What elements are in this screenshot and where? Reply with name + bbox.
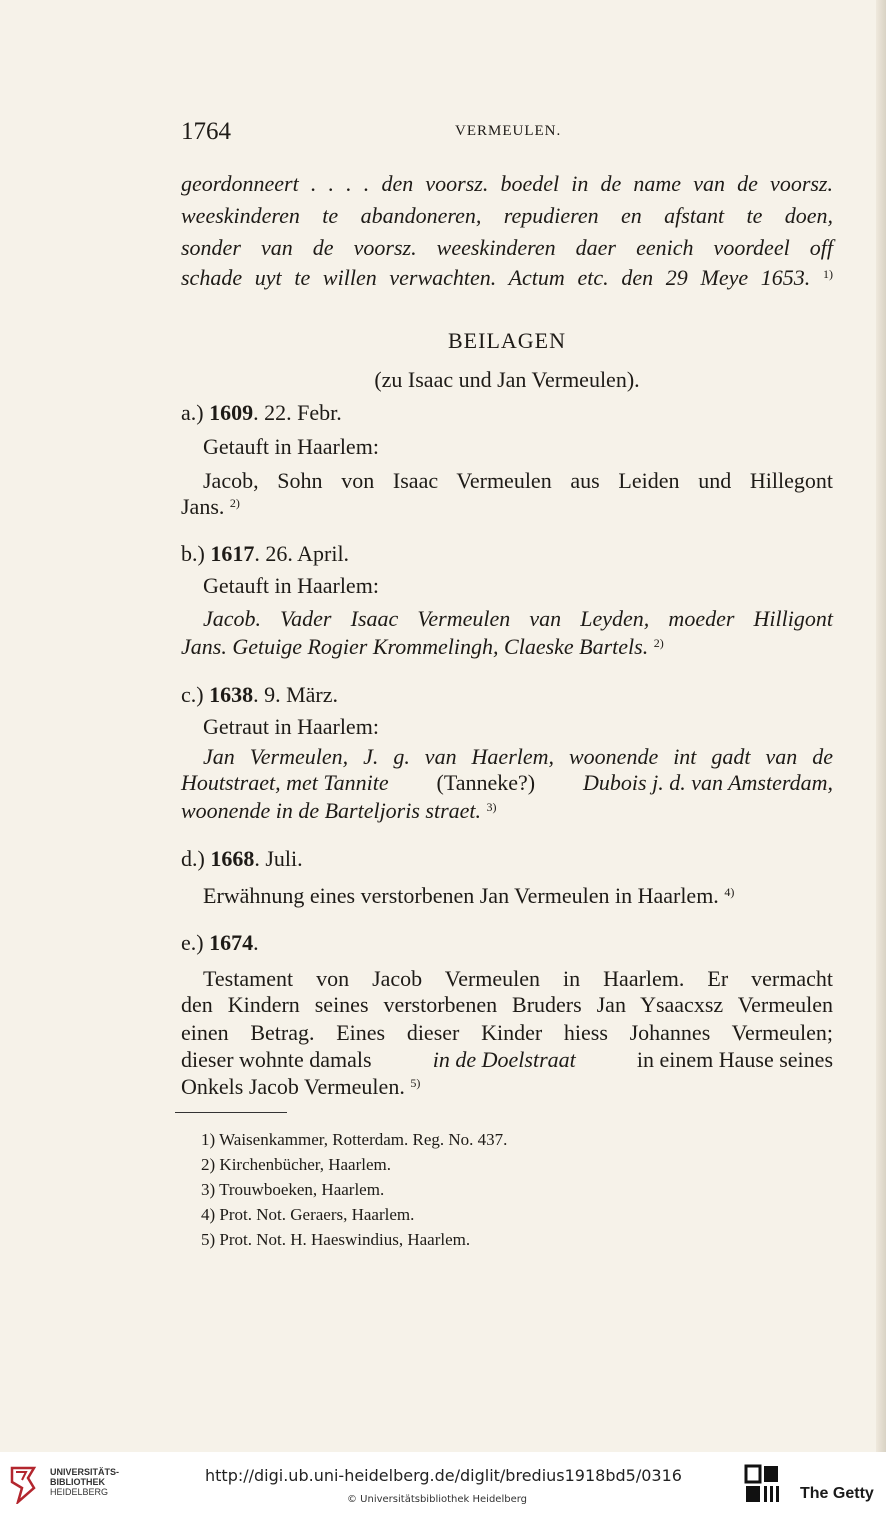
entry-d-heading: d.) 1668. Juli.: [181, 846, 303, 871]
footnote-4: 4) Prot. Not. Geraers, Haarlem.: [201, 1205, 415, 1224]
entry-c-line3: woonende in de Barteljoris straet. $^{3)}$: [181, 798, 497, 823]
entry-e-line5: Onkels Jacob Vermeulen. $^{5)}$: [181, 1074, 421, 1099]
entry-d-line1: Erwähnung eines verstorbenen Jan Vermeulen in Haarlem. $^{4)}$: [203, 883, 735, 908]
intro-line-4: schade uyt te willen verwachten. Actum etc. den 29 Meye 1653. $^{1)}$: [181, 265, 834, 290]
entry-a-line2: Jans. $^{2)}$: [181, 494, 240, 519]
intro-line-3: sonder van de voorsz. weeskinderen daer eenich voordeel off: [181, 235, 833, 260]
partner-name: The Getty: [800, 1485, 874, 1502]
entry-c-line2: Houtstraet, met Tannite (Tanneke?) Dubois j. d. van Amsterdam,: [181, 770, 833, 795]
beilagen-subtitle: (zu Isaac und Jan Vermeulen).: [374, 367, 640, 392]
footnote-5: 5) Prot. Not. H. Haeswindius, Haarlem.: [201, 1230, 471, 1249]
entry-c-heading: c.) 1638. 9. März.: [181, 682, 339, 707]
beilagen-title: BEILAGEN: [448, 328, 566, 353]
entry-b-line1: Jacob. Vader Isaac Vermeulen van Leyden, moeder Hilligont: [203, 606, 833, 631]
entry-c-line1: Jan Vermeulen, J. g. van Haerlem, woonende int gadt van de: [203, 744, 833, 769]
entry-e-heading: e.) 1674.: [181, 930, 259, 955]
running-head: VERMEULEN.: [455, 123, 562, 139]
entry-b-place: Getauft in Haarlem:: [203, 573, 379, 598]
entry-a-line1: Jacob, Sohn von Isaac Vermeulen aus Leiden und Hillegont: [203, 468, 833, 493]
entry-e-line2: den Kindern seines verstorbenen Bruders Jan Ysaacxsz Vermeulen: [181, 992, 833, 1017]
library-name: UNIVERSITÄTS- BIBLIOTHEK HEIDELBERG: [50, 1467, 120, 1497]
entry-a-heading: a.) 1609. 22. Febr.: [181, 400, 342, 425]
copyright-notice: © Universitätsbibliothek Heidelberg: [347, 1494, 528, 1505]
entry-c-place: Getraut in Haarlem:: [203, 714, 379, 739]
entry-b-line2: Jans. Getuige Rogier Krommelingh, Claeske Bartels. $^{2)}$: [181, 634, 664, 659]
getty-logo-icon: [742, 1462, 782, 1506]
page-edge: [876, 0, 886, 1452]
intro-line-2: weeskinderen te abandoneren, repudieren en afstant te doen,: [181, 203, 833, 228]
entry-e-line3: einen Betrag. Eines dieser Kinder hiess Johannes Vermeulen;: [181, 1020, 833, 1045]
entry-a-place: Getauft in Haarlem:: [203, 434, 379, 459]
entry-e-line4: dieser wohnte damals in de Doelstraat in einem Hause seines: [181, 1047, 833, 1072]
footnote-3: 3) Trouwboeken, Haarlem.: [201, 1180, 385, 1199]
digitization-footer: [0, 1452, 886, 1516]
footnote-ref: 1): [823, 267, 834, 281]
footnote-rule: [175, 1112, 287, 1113]
entry-b-heading: b.) 1617. 26. April.: [181, 541, 350, 566]
page-number: 1764: [181, 118, 231, 145]
permalink-url[interactable]: http://digi.ub.uni-heidelberg.de/diglit/bredius1918bd5/0316: [205, 1466, 682, 1485]
footnote-1: 1) Waisenkammer, Rotterdam. Reg. No. 437.: [201, 1130, 508, 1149]
intro-line-1: geordonneert . . . . den voorsz. boedel in de name van de voorsz.: [181, 171, 833, 196]
footnote-2: 2) Kirchenbücher, Haarlem.: [201, 1155, 392, 1174]
university-library-logo-icon: [8, 1464, 38, 1504]
entry-e-line1: Testament von Jacob Vermeulen in Haarlem. Er vermacht: [203, 966, 833, 991]
